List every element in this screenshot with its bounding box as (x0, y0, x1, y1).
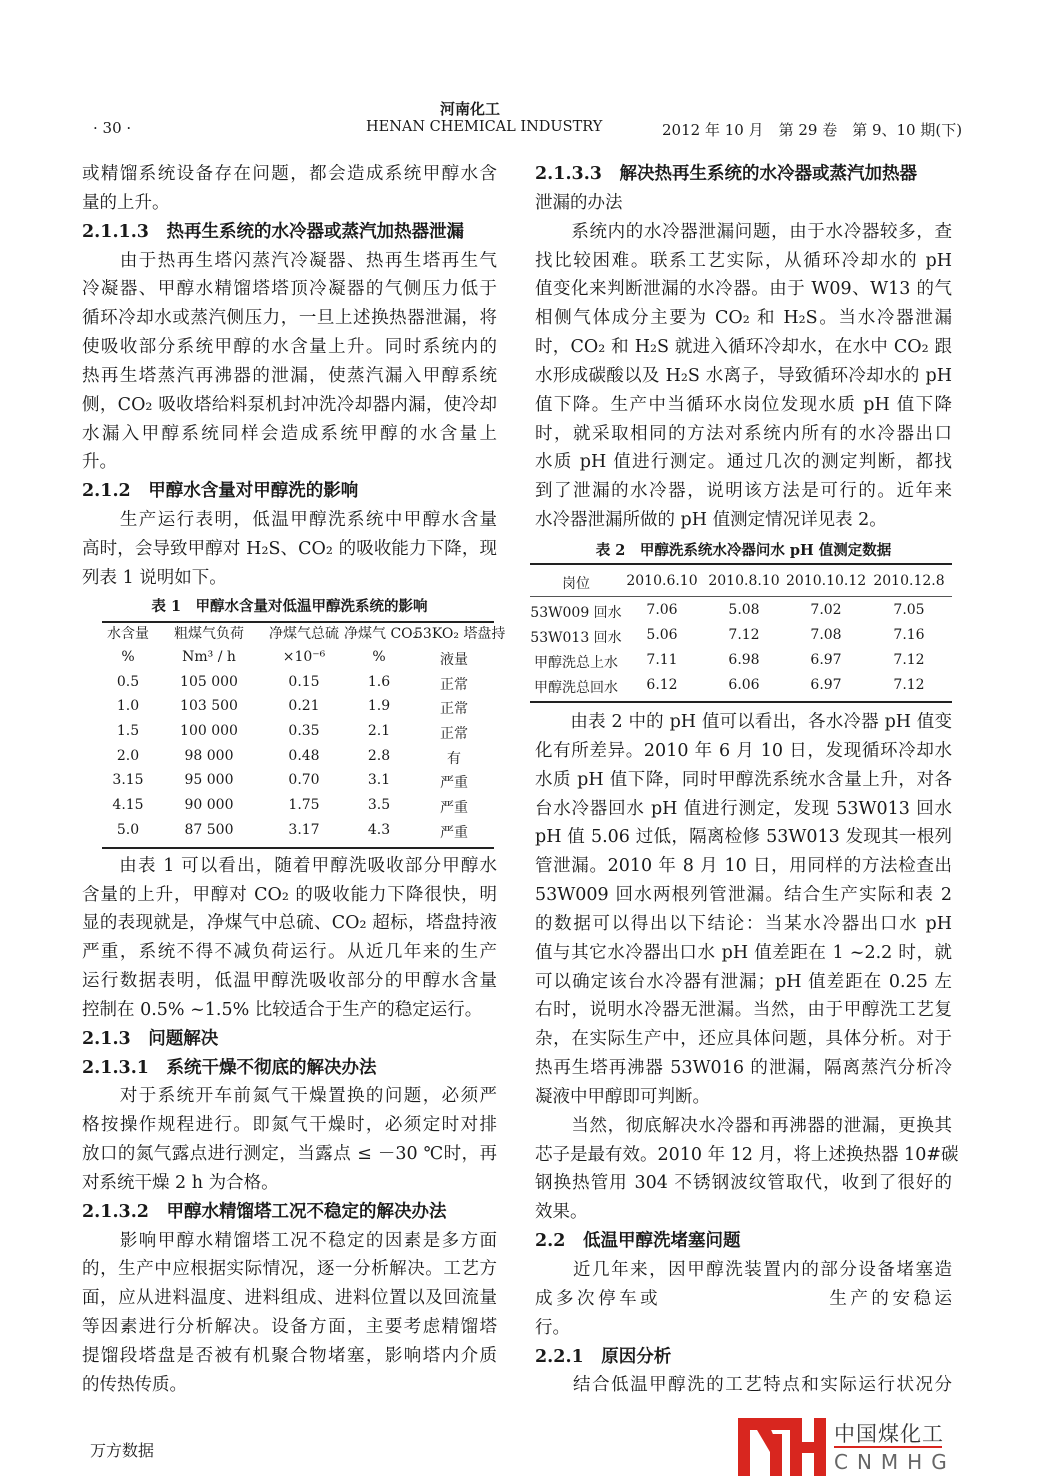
table-row-cell: 87 500 (184, 821, 234, 838)
table-row-cell: 严重 (440, 800, 468, 817)
text-line: 53W009 回水两根列管泄漏。结合生产实际和表 2 (535, 885, 952, 906)
table-row (530, 677, 952, 697)
text-line: 含量的上升，甲醇对 CO₂ 的吸收能力下降很快，明 (82, 884, 497, 905)
page-number: · 30 · (93, 119, 132, 137)
table-row-cell: 3.17 (288, 821, 320, 838)
table-row-cell: 7.12 (893, 676, 925, 693)
table-row-cell: 7.12 (893, 651, 925, 668)
text-line: 时，CO₂ 和 H₂S 就进入循环冷却水，在水中 CO₂ 跟 (535, 337, 952, 358)
table-row-cell: 7.05 (893, 601, 925, 618)
table-rule (102, 847, 494, 849)
text-line: 结合低温甲醇洗的工艺特点和实际运行状况分 (535, 1375, 952, 1396)
table-row-cell: 正常 (440, 701, 468, 718)
section-heading: 2.1.3.1 系统干燥不彻底的解决办法 (82, 1057, 377, 1078)
table-header-row-cell: 净煤气总硫 (269, 625, 339, 642)
table-row-cell: 0.48 (288, 747, 320, 764)
table-row (102, 723, 494, 743)
table-row-cell: 0.21 (288, 698, 320, 715)
table-header-row (102, 649, 494, 669)
table-row-cell: 严重 (440, 775, 468, 792)
text-line: 台水冷器回水 pH 值进行测定，发现 53W013 回水 (535, 798, 952, 819)
text-line: 右时，说明水冷器无泄漏。当然，由于甲醇洗工艺复 (535, 1000, 952, 1021)
table-header-row-cell: 53KO₂ 塔盘持 (414, 625, 506, 642)
table-row-cell: 6.97 (810, 676, 842, 693)
text-line: 升。 (82, 452, 117, 473)
table-row-cell: 5.06 (646, 626, 678, 643)
watermark-logo (730, 1412, 956, 1480)
table-row-cell: 7.16 (893, 626, 925, 643)
text-line: 或精馏系统设备存在问题，都会造成系统甲醇水含 (82, 164, 497, 184)
text-line: 面，应从进料温度、进料组成、进料位置以及回流量 (82, 1288, 497, 1309)
text-line: 化有所差异。2010 年 6 月 10 日，发现循环冷却水 (535, 740, 952, 761)
table-row-cell: 5.0 (116, 821, 140, 838)
table-row-cell: 3.15 (112, 772, 144, 789)
table-header-row-cell: % (372, 648, 386, 665)
table-row-cell: 98 000 (184, 747, 234, 764)
text-line: 杂，在实际生产中，还应具体问题，具体分析。对于 (535, 1029, 952, 1050)
text-line: pH 值 5.06 过低，隔离检修 53W013 发现其一根列 (535, 827, 952, 848)
text-line: 水漏入甲醇系统同样会造成系统甲醇的水含量上 (82, 423, 497, 444)
text-line: 水质 pH 值进行测定。通过几次的测定判断，都找 (535, 452, 952, 473)
text-line: 可以确定该台水冷器有泄漏；pH 值差距在 0.25 左 (535, 971, 952, 992)
text-line: 显的表现就是，净煤气中总硫、CO₂ 超标，塔盘持液 (82, 913, 497, 934)
text-line: 侧，CO₂ 吸收塔给料泵机封冲洗冷却器内漏，使冷却 (82, 394, 497, 415)
section-heading: 2.1.3.3 解决热再生系统的水冷器或蒸汽加热器 (535, 164, 917, 184)
text-line: 效果。 (535, 1202, 588, 1223)
text-line: 对于系统开车前氮气干燥置换的问题，必须严 (82, 1086, 497, 1107)
text-line: 水形成碳酸以及 H₂S 水离子，导致循环冷却水的 pH (535, 365, 952, 386)
section-heading: 2.1.3 问题解决 (82, 1028, 219, 1049)
table-row (102, 748, 494, 768)
table-header-row-cell: 2010.8.10 (708, 572, 780, 589)
text-line: 钢换热管用 304 不锈钢波纹管取代，收到了很好的 (535, 1173, 952, 1194)
table-row-cell: 90 000 (184, 797, 234, 814)
journal-title-en: HENAN CHEMICAL INDUSTRY (366, 119, 603, 135)
table-row (530, 627, 952, 647)
table-header-row-cell: 水含量 (107, 625, 149, 642)
text-line: 热再生塔蒸汽再沸器的泄漏，使蒸汽漏入甲醇系统 (82, 365, 497, 386)
text-line: 相侧气体成分主要为 CO₂ 和 H₂S。当水冷器泄漏 (535, 308, 952, 329)
table-rule (530, 563, 952, 565)
table-header-row-cell: 2010.10.12 (786, 572, 867, 589)
text-line: 泄漏的办法 (535, 192, 623, 213)
text-line: 行。 (535, 1317, 570, 1338)
table-row-cell: 2.0 (116, 747, 140, 764)
table-row-cell: 7.12 (728, 626, 760, 643)
section-heading: 2.2 低温甲醇洗堵塞问题 (535, 1231, 741, 1252)
table-header-row-cell: 2010.12.8 (873, 572, 945, 589)
table-header-row (102, 623, 506, 643)
text-line: 当然，彻底解决水冷器和再沸器的泄漏，更换其 (535, 1115, 952, 1136)
table-row (102, 797, 494, 817)
text-line: 水质 pH 值下降，同时甲醇洗系统水含量上升，对各 (535, 769, 952, 790)
text-line: 时，就采取相同的方法对系统内所有的水冷器出口 (535, 423, 952, 444)
footer-source: 万方数据 (90, 1441, 155, 1460)
text-line: 使吸收部分系统甲醇的水含量上升。同时系统内的 (82, 337, 497, 358)
table-rule (530, 596, 952, 597)
table-row-cell: 5.08 (728, 601, 760, 618)
text-line: 找比较困难。联系工艺实际，从循环冷却水的 pH (535, 250, 952, 271)
table-row-cell: 103 500 (180, 698, 238, 715)
text-line: 值变化来判断泄漏的水冷器。由于 W09、W13 的气 (535, 279, 952, 300)
text-line: 的传热传质。 (82, 1374, 187, 1395)
text-line: 由表 1 可以看出，随着甲醇洗吸收部分甲醇水 (82, 855, 497, 876)
table-row-cell: 3.1 (367, 772, 391, 789)
table-row-cell: 甲醇洗总回水 (534, 679, 618, 696)
journal-title-cn: 河南化工 (440, 100, 501, 118)
table-row-cell: 6.97 (810, 651, 842, 668)
table1-block (82, 593, 506, 852)
text-line: 凝液中甲醇即可判断。 (535, 1086, 710, 1107)
text-line: 的数据可以得出以下结论：当某水冷器出口水 pH (535, 913, 952, 934)
text-line: 值与其它水冷器出口水 pH 值差距在 1 ~2.2 时，就 (535, 942, 952, 963)
table-row-cell: 1.6 (367, 673, 391, 690)
text-line: 芯子是最有效。2010 年 12 月，将上述换热器 10#碳 (535, 1144, 959, 1165)
table-row (102, 698, 494, 718)
text-line: 的，生产中应根据实际情况，逐一分析解决。工艺方 (82, 1259, 497, 1280)
issue-info: 2012 年 10 月 第 29 卷 第 9、10 期(下) (662, 121, 963, 139)
table-row (102, 822, 494, 842)
table-row-cell: 2.8 (367, 747, 391, 764)
watermark-text-cn: 中国煤化工 (834, 1422, 944, 1446)
text-line: 管泄漏。2010 年 8 月 10 日，用同样的方法检查出 (535, 856, 952, 877)
table-row (102, 674, 494, 694)
text-line: 控制在 0.5% ~1.5% 比较适合于生产的稳定运行。 (82, 999, 483, 1020)
text-line: 列表 1 说明如下。 (82, 567, 227, 588)
table-header-row-cell: 液量 (440, 651, 468, 668)
table-header-row-cell: 净煤气 CO₂ (344, 625, 419, 642)
text-line: 值下降。生产中当循环水岗位发现水质 pH 值下降 (535, 394, 952, 415)
section-heading: 2.1.3.2 甲醇水精馏塔工况不稳定的解决办法 (82, 1201, 447, 1222)
table-row-cell: 6.12 (646, 676, 678, 693)
table-row-cell: 0.70 (288, 772, 320, 789)
table-row-cell: 7.02 (810, 601, 842, 618)
table-header-row-cell: Nm³ / h (182, 648, 236, 665)
text-line: 生产运行表明，低温甲醇洗系统中甲醇水含量 (82, 510, 497, 531)
text-line: 由表 2 中的 pH 值可以看出，各水冷器 pH 值变 (535, 711, 952, 732)
table-row-cell: 2.1 (367, 723, 391, 740)
text-line: 高时，会导致甲醇对 H₂S、CO₂ 的吸收能力下降，现 (82, 538, 497, 559)
text-line: 量的上升。 (82, 192, 170, 213)
table-header-row-cell: ×10⁻⁶ (282, 648, 326, 665)
table-row-cell: 严重 (440, 824, 468, 841)
table-row-cell: 7.08 (810, 626, 842, 643)
table-row-cell: 105 000 (180, 673, 238, 690)
text-line: 等因素进行分析解决。设备方面，主要考虑精馏塔 (82, 1317, 497, 1338)
text-line: 提馏段塔盘是否被有机聚合物堵塞，影响塔内介质 (82, 1346, 497, 1366)
text-line: 影响甲醇水精馏塔工况不稳定的因素是多方面 (82, 1230, 497, 1251)
table-row-cell: 6.06 (728, 676, 760, 693)
text-line: 严重，系统不得不减负荷运行。从近几年来的生产 (82, 942, 497, 963)
table-row-cell: 正常 (440, 676, 468, 693)
table-row-cell: 1.0 (116, 698, 140, 715)
table-header-row-cell: 粗煤气负荷 (174, 625, 244, 642)
table-header-row (530, 573, 952, 593)
table-row-cell: 0.35 (288, 723, 320, 740)
table-row-cell: 6.98 (728, 651, 760, 668)
table-row-cell: 7.06 (646, 601, 678, 618)
text-line: 水冷器泄漏所做的 pH 值测定情况详见表 2。 (535, 510, 887, 531)
table-row-cell: 有 (447, 750, 461, 767)
table-row-cell: 1.75 (288, 797, 320, 814)
text-line: 近几年来，因甲醇洗装置内的部分设备堵塞造 (535, 1260, 952, 1280)
table-row-cell: 100 000 (180, 723, 238, 740)
table-row-cell: 甲醇洗总上水 (534, 654, 618, 671)
watermark-text-en: CNMHG (834, 1450, 956, 1474)
table-row-cell: 95 000 (184, 772, 234, 789)
text-line: 成多次停车或 生产的安稳运 (535, 1288, 952, 1309)
table-row-cell: 3.5 (367, 797, 391, 814)
table-row-cell: 正常 (440, 726, 468, 743)
table-row-cell: 1.5 (116, 723, 140, 740)
table1-caption: 表 1 甲醇水含量对低温甲醇洗系统的影响 (151, 597, 428, 615)
table-row-cell: 1.9 (367, 698, 391, 715)
text-line: 热再生塔再沸器 53W016 的泄漏，隔离蒸汽分析冷 (535, 1058, 952, 1079)
text-line: 到了泄漏的水冷器，说明该方法是可行的。近年来 (535, 481, 952, 502)
table-row (102, 772, 494, 792)
table-row-cell: 7.11 (646, 651, 678, 668)
table-row-cell: 53W013 回水 (530, 629, 622, 646)
text-line: 对系统干燥 2 h 为合格。 (82, 1172, 279, 1193)
table-row-cell: 53W009 回水 (530, 604, 622, 621)
table-rule (530, 701, 952, 703)
text-line: 系统内的水冷器泄漏问题，由于水冷器较多，查 (535, 221, 952, 242)
table2-caption: 表 2 甲醇洗系统水冷器问水 pH 值测定数据 (595, 541, 892, 559)
left-column (82, 160, 506, 1400)
table-row-cell: 4.3 (367, 821, 391, 838)
table-header-row-cell: 2010.6.10 (626, 572, 698, 589)
table-row-cell: 4.15 (112, 797, 144, 814)
text-line: 由于热再生塔闪蒸汽冷凝器、热再生塔再生气 (82, 250, 497, 271)
section-heading: 2.1.1.3 热再生系统的水冷器或蒸汽加热器泄漏 (82, 221, 464, 242)
table-header-row-cell: % (121, 648, 135, 665)
table2-block (530, 535, 952, 708)
table-header-row-cell: 岗位 (562, 575, 590, 592)
text-line: 冷凝器、甲醇水精馏塔塔顶冷凝器的气侧压力低于 (82, 279, 497, 300)
table-row (530, 652, 952, 672)
table-row-cell: 0.15 (288, 673, 320, 690)
text-line: 运行数据表明，低温甲醇洗吸收部分的甲醇水含量 (82, 971, 497, 992)
table-row-cell: 0.5 (116, 673, 140, 690)
text-line: 格按操作规程进行。即氮气干燥时，必须定时对排 (82, 1115, 497, 1136)
right-column (530, 160, 959, 1400)
table-row (530, 602, 952, 622)
section-heading: 2.2.1 原因分析 (535, 1346, 672, 1367)
text-line: 放口的氮气露点进行测定，当露点 ≤ －30 ℃时，再 (82, 1144, 497, 1165)
text-line: 循环冷却水或蒸汽侧压力，一旦上述换热器泄漏，将 (82, 308, 497, 329)
section-heading: 2.1.2 甲醇水含量对甲醇洗的影响 (82, 481, 359, 502)
